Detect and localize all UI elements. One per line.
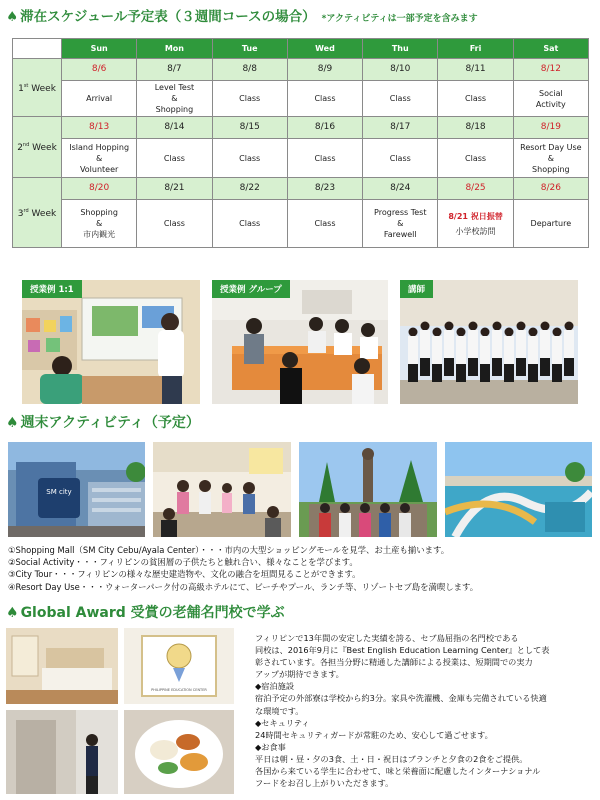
award-body-line: 24時間セキュリティガードが常駐のため、安心して過ごせます。 [255, 729, 493, 740]
activity-line: Level Test [154, 83, 195, 92]
day-header: Sun [62, 39, 137, 59]
weekend-descriptions [8, 544, 594, 593]
award-body-line: ◆セキュリティ [255, 717, 310, 728]
activity-cell [62, 81, 137, 117]
date-cell: 8/19 [513, 117, 588, 139]
award-body-line: 各国から来ている学生に合わせて、味と栄養面に配慮したインターナショナル [255, 766, 541, 777]
activity-line: 市内観光 [83, 230, 116, 239]
activity-line: & [397, 219, 404, 228]
activity-line: Social [538, 88, 563, 98]
activity-line: Shopping [155, 105, 194, 114]
photo-meal [124, 710, 234, 794]
award-body-line: な環境です。 [255, 705, 304, 716]
teacher-skirt [432, 364, 442, 382]
activity-row [13, 139, 589, 178]
date-cell: 8/14 [137, 117, 212, 139]
activity-line: Class [465, 94, 487, 103]
security-guard-image [6, 710, 118, 794]
teacher-body [456, 336, 466, 364]
activity-line: Class [314, 153, 336, 163]
date-row [13, 117, 589, 139]
date-cell: 8/7 [137, 59, 212, 81]
teacher-body [504, 336, 514, 364]
teacher-head [565, 322, 574, 331]
activity-line: & [96, 219, 103, 228]
activity-cell [438, 200, 513, 248]
activity-cell [513, 200, 588, 248]
week-label: 2nd Week [13, 117, 62, 178]
photo-group-class [212, 280, 388, 404]
award-body-line: 同校は、2016年9月に『Best English Education Learning Center』として表 [255, 645, 550, 656]
activity-line: Farewell [383, 230, 417, 239]
award-body-line: アップが期待できます。 [255, 669, 344, 680]
activity-line: 小学校訪問 [455, 226, 496, 236]
weekend-description: ③City Tour・・・フィリピンの様々な歴史建造物や、文化の融合を垣間見ることができます。 [8, 569, 361, 580]
award-title: Global Award 受賞の老舗名門校で学ぶ [20, 605, 285, 621]
teacher-body [540, 330, 550, 358]
award-body-line: フィリピンで13年間の安定した実績を誇る、セブ島屈指の名門校である [255, 633, 519, 643]
teacher-body [468, 330, 478, 358]
activity-cell [363, 139, 438, 178]
teacher-head [529, 328, 538, 337]
weekend-heading [6, 412, 200, 432]
award-body-line: 平日は朝・昼・夕の3食、土・日・祝日はブランチと夕食の2食をご提供。 [255, 753, 528, 764]
date-cell: 8/18 [438, 117, 513, 139]
activity-line: & [547, 153, 554, 163]
schedule-note: *アクティビティは一部予定を含みます [321, 14, 478, 24]
date-cell: 8/12 [513, 59, 588, 81]
day-header: Sat [513, 39, 588, 59]
teacher-body [528, 336, 538, 364]
activity-cell [212, 81, 287, 117]
activity-line: Activity [535, 99, 566, 109]
day-header: Mon [137, 39, 212, 59]
day-header: Thu [363, 39, 438, 59]
teacher-skirt [516, 358, 526, 376]
teacher-skirt [456, 364, 466, 382]
photo-security [6, 710, 118, 794]
activity-line: Progress Test [374, 208, 427, 217]
teacher-body [420, 330, 430, 358]
activity-line: & [96, 153, 103, 163]
week-label: 3rd Week [13, 178, 62, 248]
award-body-line: 宿泊予定の外部寮は学校から約3分。家具や洗濯機、金庫も完備されている快適 [255, 693, 547, 704]
teacher-head [445, 322, 454, 331]
date-cell: 8/25 [438, 178, 513, 200]
sm-city-mall-image [8, 442, 145, 537]
activity-line: Island Hopping [69, 142, 130, 152]
spade-icon: ♠ [6, 415, 19, 431]
award-body-line: ◆宿泊施設 [255, 681, 295, 692]
plaque-text: PHILIPPINE EDUCATION CENTER [151, 688, 207, 692]
award-plaque-image [124, 628, 234, 704]
weekend-description: ②Social Activity・・・フィリピンの貧困層の子供たちと触れ合い、様々なことを学びます。 [8, 557, 358, 568]
activity-line: Class [239, 219, 261, 228]
teacher-head [469, 322, 478, 331]
teacher-head [505, 328, 514, 337]
city-tour-image [299, 442, 437, 537]
teacher-skirt [408, 364, 418, 382]
teacher-head [481, 328, 490, 337]
teacher-body [492, 330, 502, 358]
resort-waterpark-image [445, 442, 592, 537]
teacher-body [444, 330, 454, 358]
date-cell: 8/11 [438, 59, 513, 81]
spade-icon: ♠ [6, 9, 19, 25]
teacher-skirt [504, 364, 514, 382]
activity-line: Class [314, 219, 336, 228]
day-header: Fri [438, 39, 513, 59]
activity-cell [212, 139, 287, 178]
date-cell: 8/21 [137, 178, 212, 200]
photo-resort [445, 442, 592, 537]
activity-line: & [171, 94, 178, 103]
schedule-table [12, 38, 589, 248]
group-class-image [212, 280, 388, 404]
photo-social-activity [153, 442, 291, 537]
date-cell: 8/15 [212, 117, 287, 139]
photo-label: 授業例 グループ [212, 280, 290, 298]
dorm-room-image [6, 628, 118, 704]
teacher-skirt [540, 358, 550, 376]
activity-line: Departure [530, 219, 572, 228]
date-cell: 8/23 [287, 178, 362, 200]
photo-dorm-room [6, 628, 118, 704]
teacher-head [493, 322, 502, 331]
activity-line: Class [389, 94, 411, 103]
activity-cell [212, 200, 287, 248]
photo-sm-city [8, 442, 145, 537]
teacher-head [421, 322, 430, 331]
weekend-title: 週末アクティビティ（予定） [20, 415, 200, 431]
date-cell: 8/8 [212, 59, 287, 81]
day-header: Tue [212, 39, 287, 59]
week-label: 1st Week [13, 59, 62, 117]
photo-city-tour [299, 442, 437, 537]
teacher-skirt [420, 358, 430, 376]
teacher-body [408, 336, 418, 364]
teacher-body [564, 330, 574, 358]
teacher-skirt [480, 364, 490, 382]
activity-line: Arrival [86, 94, 113, 103]
award-body-line: フードをお召し上がりいただきます。 [255, 778, 394, 789]
date-cell: 8/24 [363, 178, 438, 200]
photo-one-on-one-class [22, 280, 200, 404]
teacher-skirt [528, 364, 538, 382]
award-heading [6, 602, 285, 622]
teacher-head [457, 328, 466, 337]
activity-row [13, 81, 589, 117]
date-cell: 8/26 [513, 178, 588, 200]
activity-line: Class [239, 153, 261, 163]
teacher-head [541, 322, 550, 331]
header-blank-cell [13, 39, 62, 59]
meal-plate-image [124, 710, 234, 794]
activity-cell [287, 200, 362, 248]
teacher-skirt [552, 364, 562, 382]
activity-line: Class [314, 94, 336, 103]
activity-line: Class [163, 153, 185, 163]
date-cell: 8/10 [363, 59, 438, 81]
photo-teachers [400, 280, 578, 404]
activity-cell [287, 139, 362, 178]
teacher-body [516, 330, 526, 358]
award-body-line: ◆お食事 [255, 741, 286, 752]
award-body-text [255, 632, 597, 789]
activity-cell [513, 81, 588, 117]
weekend-description: ①Shopping Mall（SM City Cebu/Ayala Center）・・・市内の大型ショッピングモールを見学、お土産も揃います。 [8, 545, 450, 555]
teacher-head [517, 322, 526, 331]
teacher-skirt [444, 358, 454, 376]
teacher-body [552, 336, 562, 364]
teacher-skirt [492, 358, 502, 376]
date-cell: 8/17 [363, 117, 438, 139]
photo-award-plaque [124, 628, 234, 704]
teacher-head [553, 328, 562, 337]
activity-cell [137, 81, 212, 117]
activity-line: Class [163, 219, 185, 228]
date-cell: 8/22 [212, 178, 287, 200]
activity-cell [137, 139, 212, 178]
date-cell: 8/9 [287, 59, 362, 81]
teacher-head [433, 328, 442, 337]
activity-line: Class [465, 153, 487, 163]
mall-sign-text: SM city [46, 488, 72, 496]
activity-cell [363, 200, 438, 248]
teacher-skirt [468, 358, 478, 376]
photo-label: 講師 [400, 280, 433, 298]
award-body-line: 彰されています。各担当分野に精通した講師による授業は、短期間での実力 [255, 657, 533, 668]
activity-line: Class [239, 94, 261, 103]
activity-cell [438, 139, 513, 178]
activity-line: Shopping [80, 208, 118, 217]
date-cell: 8/16 [287, 117, 362, 139]
activity-cell [513, 139, 588, 178]
schedule-title: 滞在スケジュール予定表（３週間コースの場合） [20, 9, 316, 25]
teachers-image [400, 280, 578, 404]
social-activity-image [153, 442, 291, 537]
schedule-header-row [13, 39, 589, 59]
schedule-heading [6, 5, 478, 25]
activity-line: Shopping [532, 164, 570, 174]
activity-row [13, 200, 589, 248]
schedule-body [13, 59, 589, 248]
teacher-skirt [564, 358, 574, 376]
activity-cell [287, 81, 362, 117]
day-header: Wed [287, 39, 362, 59]
activity-cell [62, 139, 137, 178]
one-on-one-class-image [22, 280, 200, 404]
date-row [13, 178, 589, 200]
activity-line: Volunteer [79, 164, 119, 174]
holiday-note: 8/21 祝日振替 [448, 211, 503, 221]
spade-icon: ♠ [6, 605, 19, 621]
date-cell: 8/20 [62, 178, 137, 200]
activity-cell [62, 200, 137, 248]
date-row [13, 59, 589, 81]
date-cell: 8/6 [62, 59, 137, 81]
date-cell: 8/13 [62, 117, 137, 139]
photo-label: 授業例 1:1 [22, 280, 82, 298]
weekend-description: ④Resort Day Use・・・ウォーターパーク付の高級ホテルにて、ビーチやプール、ランチ等、リゾートセブ島を満喫します。 [8, 581, 479, 592]
activity-line: Class [389, 153, 411, 163]
teacher-head [409, 328, 418, 337]
activity-line: Resort Day Use [520, 142, 582, 152]
teacher-body [432, 336, 442, 364]
activity-cell [438, 81, 513, 117]
activity-cell [363, 81, 438, 117]
activity-cell [137, 200, 212, 248]
teacher-body [480, 336, 490, 364]
